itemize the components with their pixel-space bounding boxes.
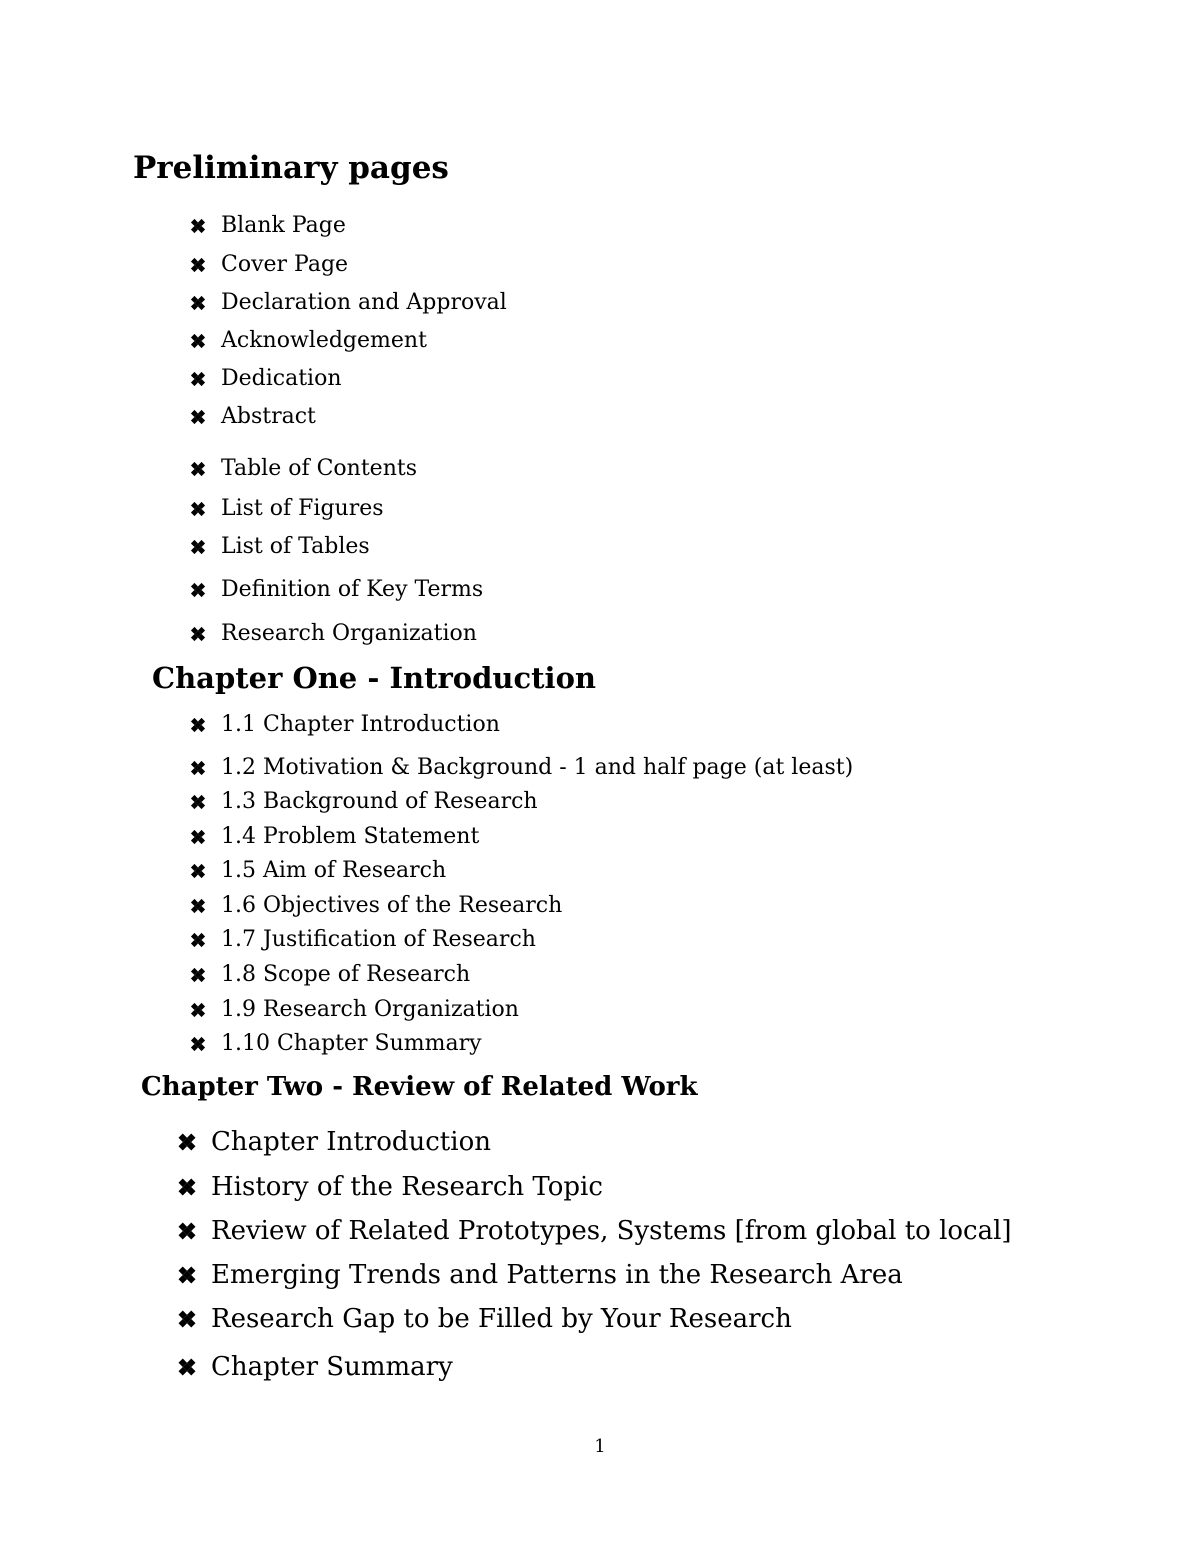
list-item-label: Research Organization [221,621,477,646]
list-item [190,1031,482,1056]
list-item-label: 1.10 Chapter Summary [221,1031,482,1056]
diamond-bullet-icon [190,295,206,311]
list-item-label: 1.3 Background of Research [221,789,538,814]
diamond-bullet-icon [190,717,206,733]
list-item [190,824,479,849]
list-item-label: Chapter Summary [211,1352,453,1382]
diamond-bullet-icon [178,1133,196,1151]
list-item-label: 1.4 Problem Statement [221,824,480,849]
diamond-bullet-icon [190,1036,206,1052]
list-item-label: Cover Page [221,252,349,277]
list-item-label: Abstract [221,404,316,429]
list-item-label: 1.1 Chapter Introduction [221,712,500,737]
list-item-label: Dedication [221,366,342,391]
list-item [178,1352,453,1382]
list-item [190,962,470,987]
list-item [190,621,477,646]
list-item [190,404,316,429]
diamond-bullet-icon [190,501,206,517]
list-item [190,290,507,315]
list-item-label: 1.2 Motivation & Background - 1 and half page (at least) [221,755,854,780]
diamond-bullet-icon [190,794,206,810]
diamond-bullet-icon [190,898,206,914]
list-item [190,927,536,952]
preliminary-heading: Preliminary pages [133,150,449,186]
list-item [190,997,519,1022]
list-item [190,366,342,391]
diamond-bullet-icon [178,1310,196,1328]
diamond-bullet-icon [190,461,206,477]
list-item [178,1304,792,1334]
diamond-bullet-icon [190,829,206,845]
list-item [178,1260,903,1290]
list-item-label: 1.5 Aim of Research [221,858,447,883]
list-item-label: 1.7 Justification of Research [221,927,536,952]
diamond-bullet-icon [190,760,206,776]
list-item [190,789,538,814]
diamond-bullet-icon [190,218,206,234]
chapter-one-heading: Chapter One - Introduction [152,661,597,695]
list-item [190,755,853,780]
list-item [178,1127,491,1157]
list-item-label: Review of Related Prototypes, Systems [from global to local] [211,1216,1012,1246]
list-item-label: List of Tables [221,534,370,559]
diamond-bullet-icon [190,539,206,555]
list-item-label: Chapter Introduction [211,1127,491,1157]
list-item [190,893,562,918]
list-item [190,577,483,602]
list-item-label: Table of Contents [221,456,418,481]
list-item-label: Declaration and Approval [221,290,507,315]
chapter-two-heading: Chapter Two - Review of Related Work [141,1072,698,1102]
list-item-label: History of the Research Topic [211,1172,603,1202]
page-number: 1 [594,1436,606,1457]
diamond-bullet-icon [190,932,206,948]
diamond-bullet-icon [190,626,206,642]
list-item [178,1216,1012,1246]
diamond-bullet-icon [190,863,206,879]
diamond-bullet-icon [190,1002,206,1018]
list-item [190,858,446,883]
diamond-bullet-icon [190,333,206,349]
list-item-label: List of Figures [221,496,384,521]
diamond-bullet-icon [190,582,206,598]
list-item [190,534,370,559]
list-item [190,252,348,277]
list-item-label: Blank Page [221,213,346,238]
list-item [190,328,427,353]
list-item-label: Emerging Trends and Patterns in the Research Area [211,1260,903,1290]
diamond-bullet-icon [190,409,206,425]
list-item-label: Acknowledgement [221,328,427,353]
list-item-label: 1.6 Objectives of the Research [221,893,563,918]
list-item [178,1172,603,1202]
list-item [190,712,500,737]
diamond-bullet-icon [178,1222,196,1240]
diamond-bullet-icon [178,1178,196,1196]
list-item-label: Definition of Key Terms [221,577,484,602]
list-item-label: Research Gap to be Filled by Your Research [211,1304,792,1334]
list-item [190,496,384,521]
list-item [190,213,346,238]
diamond-bullet-icon [178,1266,196,1284]
diamond-bullet-icon [190,371,206,387]
list-item [190,456,417,481]
diamond-bullet-icon [190,257,206,273]
diamond-bullet-icon [190,967,206,983]
list-item-label: 1.9 Research Organization [221,997,519,1022]
list-item-label: 1.8 Scope of Research [221,962,471,987]
diamond-bullet-icon [178,1358,196,1376]
